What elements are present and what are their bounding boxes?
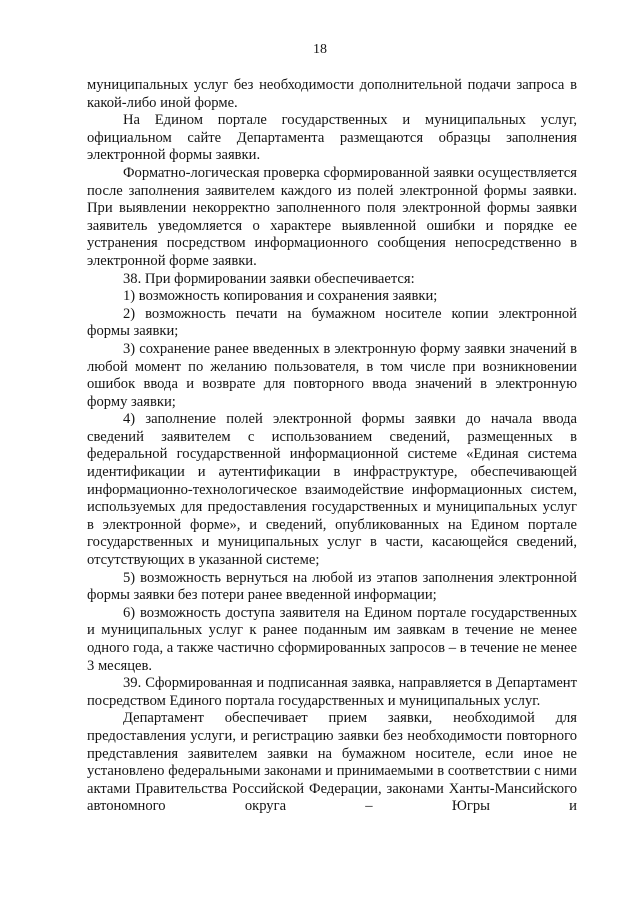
paragraph-3: Форматно-логическая проверка сформированной заявки осуществляется после заполнения заявителем каждого из полей электронной формы заявки. При выявлении некорректно заполненного поля электронной формы заявки заявитель уведомляется о характере выявленной ошибки и порядке ее устранения посредством информационного сообщения непосредственно в электронной форме заявки. (87, 164, 577, 269)
page-number: 18 (313, 42, 327, 57)
paragraph-39: 39. Сформированная и подписанная заявка, направляется в Департамент посредством Единого портала государственных и муниципальных услуг. (87, 675, 577, 709)
list-item-2: 2) возможность печати на бумажном носителе копии электронной формы заявки; (87, 305, 577, 340)
list-item-3: 3) сохранение ранее введенных в электронную форму заявки значений в любой момент по желанию пользователя, в том числе при возникновении ошибок ввода и возврате для повторного ввода значений в электронную форму заявки; (87, 340, 577, 410)
list-item-5: 5) возможность вернуться на любой из этапов заполнения электронной формы заявки без потери ранее введенной информации; (87, 569, 577, 604)
paragraph-2: На Едином портале государственных и муниципальных услуг, официальном сайте Департамента размещаются образцы заполнения электронной формы заявки. (87, 112, 577, 164)
list-item-6: 6) возможность доступа заявителя на Едином портале государственных и муниципальных услуг к ранее поданным им заявкам в течение не менее одного года, а также частично сформированных запросов – в течение не менее 3 месяцев. (87, 604, 577, 674)
paragraph-1: муниципальных услуг без необходимости дополнительной подачи запроса в какой-либо иной форме. (87, 77, 577, 111)
list-item-1: 1) возможность копирования и сохранения заявки; (123, 288, 438, 305)
document-body (87, 77, 577, 816)
paragraph-department: Департамент обеспечивает прием заявки, необходимой для предоставления услуги, и регистрацию заявки без необходимости повторного представления заявителем заявки на бумажном носителе, если иное не установлено федеральными законами и принимаемыми в соответствии с ними актами Правительства Российской Федерации, законами Ханты-Мансийского автономного округа – Югры и (87, 710, 577, 815)
list-item-4: 4) заполнение полей электронной формы заявки до начала ввода сведений заявителем с использованием сведений, размещенных в федеральной государственной информационной системе «Единая система идентификации и аутентификации в инфраструктуре, обеспечивающей информационно-технологическое взаимодействие информационных систем, используемых для предоставления государственных и муниципальных услуг в электронной форме», и сведений, опубликованных на Едином портале государственных и муниципальных услуг в части, касающейся сведений, отсутствующих в указанной системе; (87, 411, 577, 569)
paragraph-38-heading: 38. При формировании заявки обеспечивается: (123, 270, 415, 287)
